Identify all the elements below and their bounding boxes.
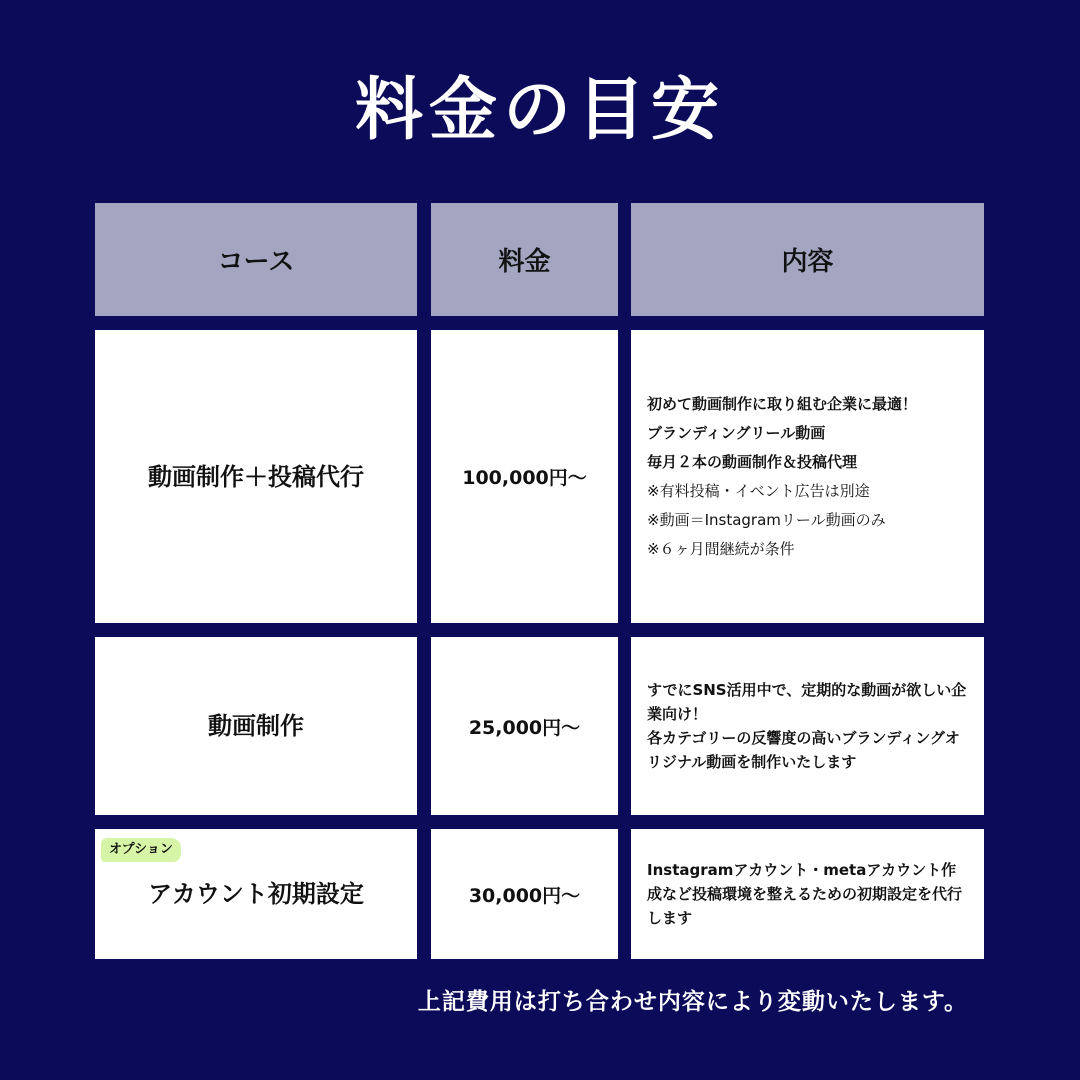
header-course bbox=[95, 203, 417, 316]
row2-content-line: 各カテゴリーの反響度の高いブランディングオリジナル動画を制作いたします bbox=[647, 729, 960, 771]
row1-content-note: ※有料投稿・イベント広告は別途 bbox=[647, 481, 870, 500]
row1-content-cell bbox=[631, 330, 984, 623]
row2-price-cell bbox=[431, 637, 618, 815]
footer-note: 上記費用は打ち合わせ内容により変動いたします。 bbox=[417, 989, 968, 1015]
row1-content-line: 初めて動画制作に取り組む企業に最適！ bbox=[647, 394, 918, 413]
row1-price: 100,000円〜 bbox=[462, 467, 587, 489]
page-title: 料金の目安 bbox=[354, 71, 725, 150]
row2-content bbox=[647, 678, 970, 774]
row1-content-note: ※動画＝Instagramリール動画のみ bbox=[647, 510, 886, 529]
row2-content-line: すでにSNS活用中で、定期的な動画が欲しい企業向け！ bbox=[647, 681, 967, 723]
row1-content bbox=[647, 390, 917, 564]
option-badge: オプション bbox=[101, 838, 181, 862]
header-course-label: コース bbox=[217, 247, 295, 277]
header-content bbox=[631, 203, 984, 316]
row3-content-line: Instagramアカウント・metaアカウント作成など投稿環境を整えるための初期設定を代行します bbox=[647, 861, 963, 927]
row3-price-cell bbox=[431, 829, 618, 959]
header-price bbox=[431, 203, 618, 316]
row1-price-cell bbox=[431, 330, 618, 623]
row1-course-cell bbox=[95, 330, 417, 623]
row2-course: 動画制作 bbox=[208, 712, 304, 740]
row1-content-line: 毎月２本の動画制作＆投稿代理 bbox=[647, 452, 858, 471]
row3-price: 30,000円〜 bbox=[468, 884, 581, 907]
row2-price: 25,000円〜 bbox=[468, 716, 581, 739]
row1-content-line: ブランディングリール動画 bbox=[647, 423, 826, 442]
header-price-label: 料金 bbox=[498, 247, 551, 277]
row3-content-cell bbox=[631, 829, 984, 959]
row2-content-cell bbox=[631, 637, 984, 815]
row2-course-cell bbox=[95, 637, 417, 815]
row3-course: アカウント初期設定 bbox=[148, 880, 364, 908]
row3-content bbox=[647, 858, 970, 930]
header-content-label: 内容 bbox=[781, 247, 834, 277]
row1-course: 動画制作＋投稿代行 bbox=[148, 462, 364, 491]
row1-content-note: ※６ヶ月間継続が条件 bbox=[647, 539, 795, 558]
